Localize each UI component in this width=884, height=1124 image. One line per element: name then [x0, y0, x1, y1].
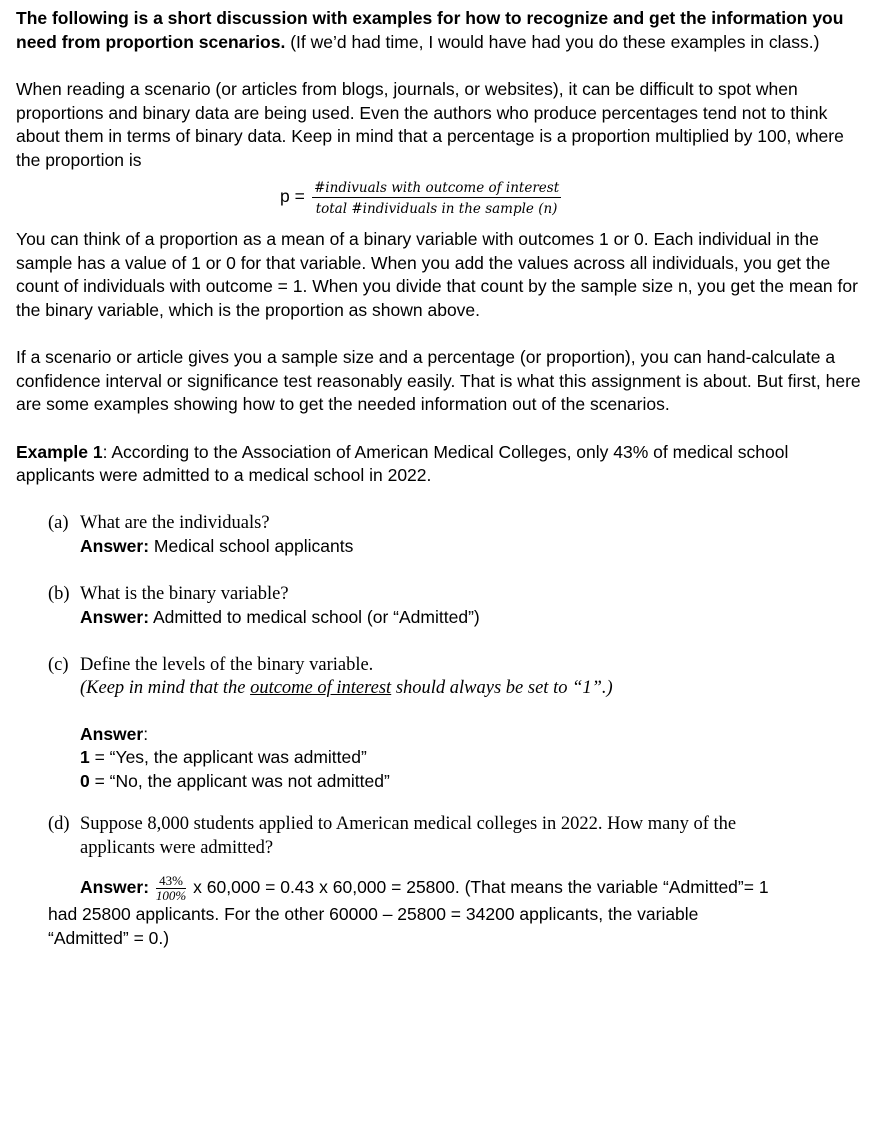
percent-fraction: $\frac{43\%}{100\%}$ — [155, 873, 187, 903]
intro-rest-text: (If we’d had time, I would have had you do these examples in class.) — [285, 31, 820, 52]
question-d-answer-line3: “Admitted” = 0.) — [48, 927, 170, 948]
answer-label: Answer — [80, 723, 144, 744]
question-c — [48, 654, 866, 794]
formula-fraction — [312, 180, 561, 217]
example-1-text: : According to the Association of American Medical Colleges, only 43% of medical school applicants were admitted to a medical school in 2022. — [16, 441, 789, 485]
question-c-label: (c) — [48, 654, 69, 675]
question-c-answer: Answer: 1 = “Yes, the applicant was admitted” 0 = “No, the applicant was not admitted” — [80, 723, 866, 794]
example-1-label: Example 1 — [16, 441, 103, 462]
hand-calculate-paragraph: If a scenario or article gives you a sample size and a percentage (or proportion), you can hand-calculate a confidence interval or significance test reasonably easily. That is what this assignment is about. But first, here are some examples showing how to get the needed information out of the scenarios. — [16, 347, 861, 414]
question-a-label: (a) — [48, 512, 69, 533]
question-d-label: (d) — [48, 814, 70, 834]
formula-lhs: p = — [280, 186, 305, 206]
example-1-heading — [16, 441, 866, 488]
question-b-answer-text: Admitted to medical school (or “Admitted”) — [149, 607, 480, 627]
intro-paragraph — [16, 7, 866, 54]
question-d-answer-line2: had 25800 applicants. For the other 60000 – 25800 = 34200 applicants, the variable — [48, 904, 699, 924]
formula-denominator: total #individuals in the sample (n) — [315, 201, 558, 217]
binary-mean-paragraph: You can think of a proportion as a mean of a binary variable with outcomes 1 or 0. Each individual in the sample has a value of 1 or 0 for that variable. When you add the values across all individuals, you get the count of individuals with outcome = 1. When you divide that count by the sample size n, you get the mean for the binary variable, which is the proportion as shown above. — [16, 229, 858, 320]
question-d — [48, 813, 866, 860]
outcome-of-interest-underlined: outcome of interest — [250, 678, 392, 698]
proportion-formula — [16, 170, 866, 228]
question-d-text-line2: applicants were admitted? — [80, 837, 274, 858]
answer-label: Answer — [80, 877, 144, 898]
intro-bold-text: The following is a short discussion with examples for how to recognize and get the information you need from proportion scenarios. — [16, 8, 844, 52]
question-d-text-line1: Suppose 8,000 students applied to American medical colleges in 2022. How many of the — [80, 814, 737, 834]
question-b-answer: Answer: Admitted to medical school (or “Admitted”) — [80, 607, 480, 627]
proportion-paragraph: When reading a scenario (or articles from blogs, journals, or websites), it can be difficult to spot when proportions and binary data are being used. Even the authors who produce percentages tend not to think about them in terms of binary data. Keep in mind that a percentage is a proportion multiplied by 100, where the proportion is — [16, 79, 844, 170]
question-b — [48, 583, 866, 630]
answer-label: Answer — [80, 536, 144, 556]
question-a-text: What are the individuals? — [80, 512, 270, 533]
formula-numerator: #indivuals with outcome of interest — [314, 180, 560, 196]
question-b-label: (b) — [48, 583, 70, 604]
question-c-text: Define the levels of the binary variable. — [80, 654, 374, 675]
question-b-text: What is the binary variable? — [80, 583, 289, 604]
document-page — [16, 7, 866, 950]
question-a — [48, 512, 866, 559]
level-1-line: 1 = “Yes, the applicant was admitted” — [80, 747, 367, 767]
question-d-answer-line1: x 60,000 = 0.43 x 60,000 = 25800. (That means the variable “Admitted”= 1 — [188, 877, 769, 898]
answer-label: Answer — [80, 607, 144, 627]
question-a-answer: Answer: Medical school applicants — [80, 536, 354, 556]
level-0-line: 0 = “No, the applicant was not admitted” — [80, 770, 390, 791]
question-d-answer: Answer: $\frac{43\%}{100\%}$ x 60,000 = 0.43 x 60,000 = 25800. (That means the variable “Admitted”= 1 had 25800 applicants. For the other 60000 – 25800 = 34200 applicants, the variable “Admitted” = 0.) — [48, 874, 866, 950]
question-a-answer-text: Medical school applicants — [149, 536, 354, 556]
question-c-note: (Keep in mind that the outcome of interest should always be set to “1”.) — [80, 678, 613, 698]
